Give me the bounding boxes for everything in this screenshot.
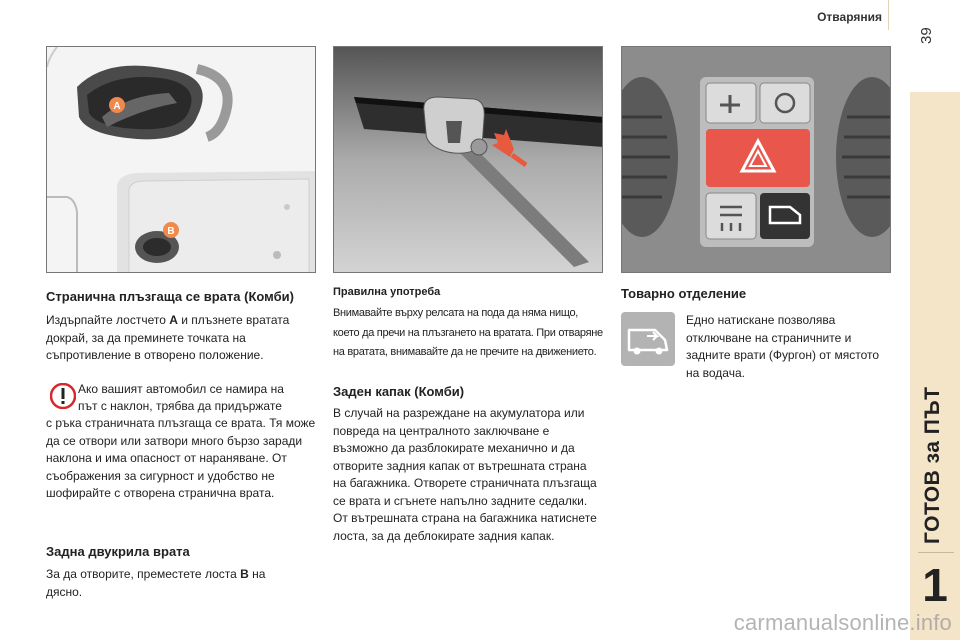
door-handle-illustration [46,46,316,273]
warning-line-2: път с наклон, трябва да придържате [78,399,282,413]
door-rail-illustration [333,46,603,273]
lever-a-ref: A [169,313,178,327]
sliding-door-text: Издърпайте лостчето A и плъзнете вратата докрай, за да преминете точката на съпротивление в отворено положение. [46,313,290,362]
dashboard-switches-illustration [621,46,891,273]
tailgate-heading: Заден капак (Комби) [333,384,465,399]
chapter-number: 1 [922,559,948,611]
rear-door-text: За да отворите, преместете лоста B на дясно. [46,567,266,599]
van-unlock-icon [621,312,675,366]
rear-door-heading: Задна двукрила врата [46,544,190,559]
warning-line-1: Ако вашият автомобил се намира на [78,382,284,396]
correct-usage-text: Внимавайте върху релсата на пода да няма нищо, което да пречи на плъзгането на вратата. При отваряне на вратата, внимавайте да не пречите на движението. [333,307,603,358]
tailgate-text: В случай на разреждане на акумулатора или повреда на централното заключване е възможно да разблокирате механично и да отворите задния капак от вътрешната страна на багажника. Отворете страничната плъзгаща се врата и сгънете напълно задните седалки. От вътрешната страна на багажника натиснете лоста, за да деблокирате задния капак. [333,406,597,543]
marker-b: B [167,226,175,237]
correct-usage-heading: Правилна употреба [333,286,441,298]
chapter-tab-label: ГОТОВ за ПЪТ [921,386,944,544]
section-title: Отваряния [817,10,882,24]
chapter-tab-divider [918,552,954,553]
marker-a: A [113,101,121,112]
page-number: 39 [918,27,935,44]
cargo-text: Едно натискане позволява отключване на страничните и задните врати (Фургон) от мястото на водача. [686,313,880,380]
lever-b-ref: B [240,567,249,581]
watermark: carmanualsonline.info [733,610,952,635]
cargo-heading: Товарно отделение [621,286,747,301]
warning-text: с ръка страничната плъзгаща се врата. Тя може да се отвори или затвори много бързо заради наклона и има опасност от нараняване. От съображения за сигурност и удобство не шофирайте с отворена странична врата. [46,416,316,500]
sliding-door-heading: Странична плъзгаща се врата (Комби) [46,289,294,304]
header-divider [888,0,889,30]
warning-icon [50,383,76,409]
